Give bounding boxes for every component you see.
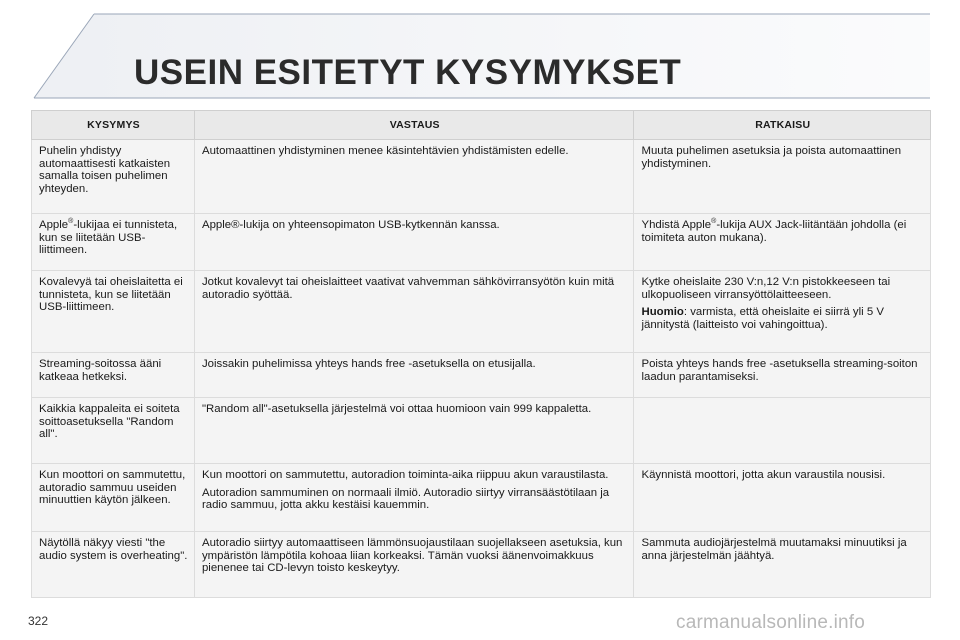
table-row [32, 398, 931, 464]
answer-text: Autoradio siirtyy automaattiseen lämmönsuojaustilaan suojellakseen asetuksia, kun ympäristön lämpötila kohoaa liian korkeaksi. Tämän vuoksi äänenvoimakkuus pienenee tai CD-levyn toisto keskeytyy. [201, 537, 623, 574]
registered-mark: ® [711, 218, 717, 226]
answer-cell [194, 353, 634, 398]
answer-cell [194, 140, 634, 214]
note-text: : varmista, että oheislaite ei siirrä yli 5 V jännitystä (laitteisto voi vahingoittua). [641, 306, 884, 331]
question-text: Kaikkia kappaleita ei soiteta soittoasetuksella "Random all". [39, 403, 180, 440]
column-header-question: KYSYMYS [32, 111, 195, 140]
answer-text: Apple®-lukija on yhteensopimaton USB-kytkennän kanssa. [201, 219, 500, 231]
answer-text: Jotkut kovalevyt tai oheislaitteet vaativat vahvemman sähkövirransyötön kuin mitä autoradio syöttää. [201, 276, 615, 301]
solution-cell [634, 353, 931, 398]
table-header-row [32, 111, 931, 140]
solution-text: Kytke oheislaite 230 V:n,12 V:n pistokkeeseen tai ulkopuoliseen virransyöttölaitteeseen. [641, 276, 891, 301]
solution-text: Poista yhteys hands free -asetuksella streaming-soiton laadun parantamiseksi. [641, 358, 918, 383]
answer-cell [194, 271, 634, 353]
page-title: USEIN ESITETYT KYSYMYKSET [134, 53, 682, 92]
column-header-answer: VASTAUS [194, 111, 634, 140]
solution-text-pre: Yhdistä Apple [641, 219, 712, 231]
question-text: Kun moottori on sammutettu, autoradio sammuu useiden minuuttien käytön jälkeen. [39, 469, 186, 506]
solution-text: Sammuta audiojärjestelmä muutamaksi minuutiksi ja anna järjestelmän jäähtyä. [641, 537, 907, 562]
question-text: Näytöllä näkyy viesti "the audio system is overheating". [39, 537, 188, 562]
header-band [0, 0, 960, 100]
question-text-pre: Apple [39, 219, 69, 231]
solution-text: Käynnistä moottori, jotta akun varaustila nousisi. [641, 469, 886, 481]
solution-text: Muuta puhelimen asetuksia ja poista automaattinen yhdistyminen. [641, 145, 902, 170]
question-text: Puhelin yhdistyy automaattisesti katkaisten samalla toisen puhelimen yhteyden. [39, 145, 171, 195]
answer-text: "Random all"-asetuksella järjestelmä voi ottaa huomioon vain 999 kappaletta. [201, 403, 592, 415]
question-cell [32, 353, 195, 398]
solution-cell [634, 140, 931, 214]
question-text: Kovalevyä tai oheislaitetta ei tunnisteta, kun se liitetään USB-liittimeen. [39, 276, 183, 313]
note-label: Huomio [641, 306, 684, 318]
watermark-text: carmanualsonline.info [676, 612, 866, 633]
question-cell [32, 271, 195, 353]
answer-text: Joissakin puhelimissa yhteys hands free -asetuksella on etusijalla. [201, 358, 536, 370]
solution-cell [634, 532, 931, 598]
table-row [32, 140, 931, 214]
solution-cell [634, 464, 931, 532]
question-cell [32, 140, 195, 214]
answer-cell [194, 464, 634, 532]
faq-table [31, 110, 931, 598]
answer-cell [194, 398, 634, 464]
table-row [32, 532, 931, 598]
answer-cell [194, 532, 634, 598]
page-number: 322 [28, 614, 49, 628]
solution-text-post: -lukija AUX Jack-liitäntään johdolla (ei toimiteta auton mukana). [641, 219, 907, 244]
table-row [32, 271, 931, 353]
question-cell [32, 464, 195, 532]
table-row [32, 353, 931, 398]
solution-cell [634, 398, 931, 464]
question-cell [32, 532, 195, 598]
answer-text: Automaattinen yhdistyminen menee käsintehtävien yhdistämisten edelle. [201, 145, 569, 157]
note-paragraph [641, 306, 924, 331]
solution-cell [634, 271, 931, 353]
solution-cell [634, 214, 931, 271]
column-header-solution: RATKAISU [634, 111, 931, 140]
answer-text: Autoradion sammuminen on normaali ilmiö. Autoradio siirtyy virransäästötilaan ja radio sammuu, jotta akku kestäisi kauemmin. [201, 486, 610, 511]
question-cell [32, 398, 195, 464]
question-text-post: -lukijaa ei tunnisteta, kun se liitetään USB-liittimeen. [39, 219, 178, 256]
table-row [32, 464, 931, 532]
question-text: Streaming-soitossa ääni katkeaa hetkeksi. [39, 358, 162, 383]
question-cell [32, 214, 195, 271]
table-row [32, 214, 931, 271]
registered-mark: ® [68, 218, 74, 226]
answer-cell [194, 214, 634, 271]
answer-text: Kun moottori on sammutettu, autoradion toiminta-aika riippuu akun varaustilasta. [201, 469, 609, 481]
